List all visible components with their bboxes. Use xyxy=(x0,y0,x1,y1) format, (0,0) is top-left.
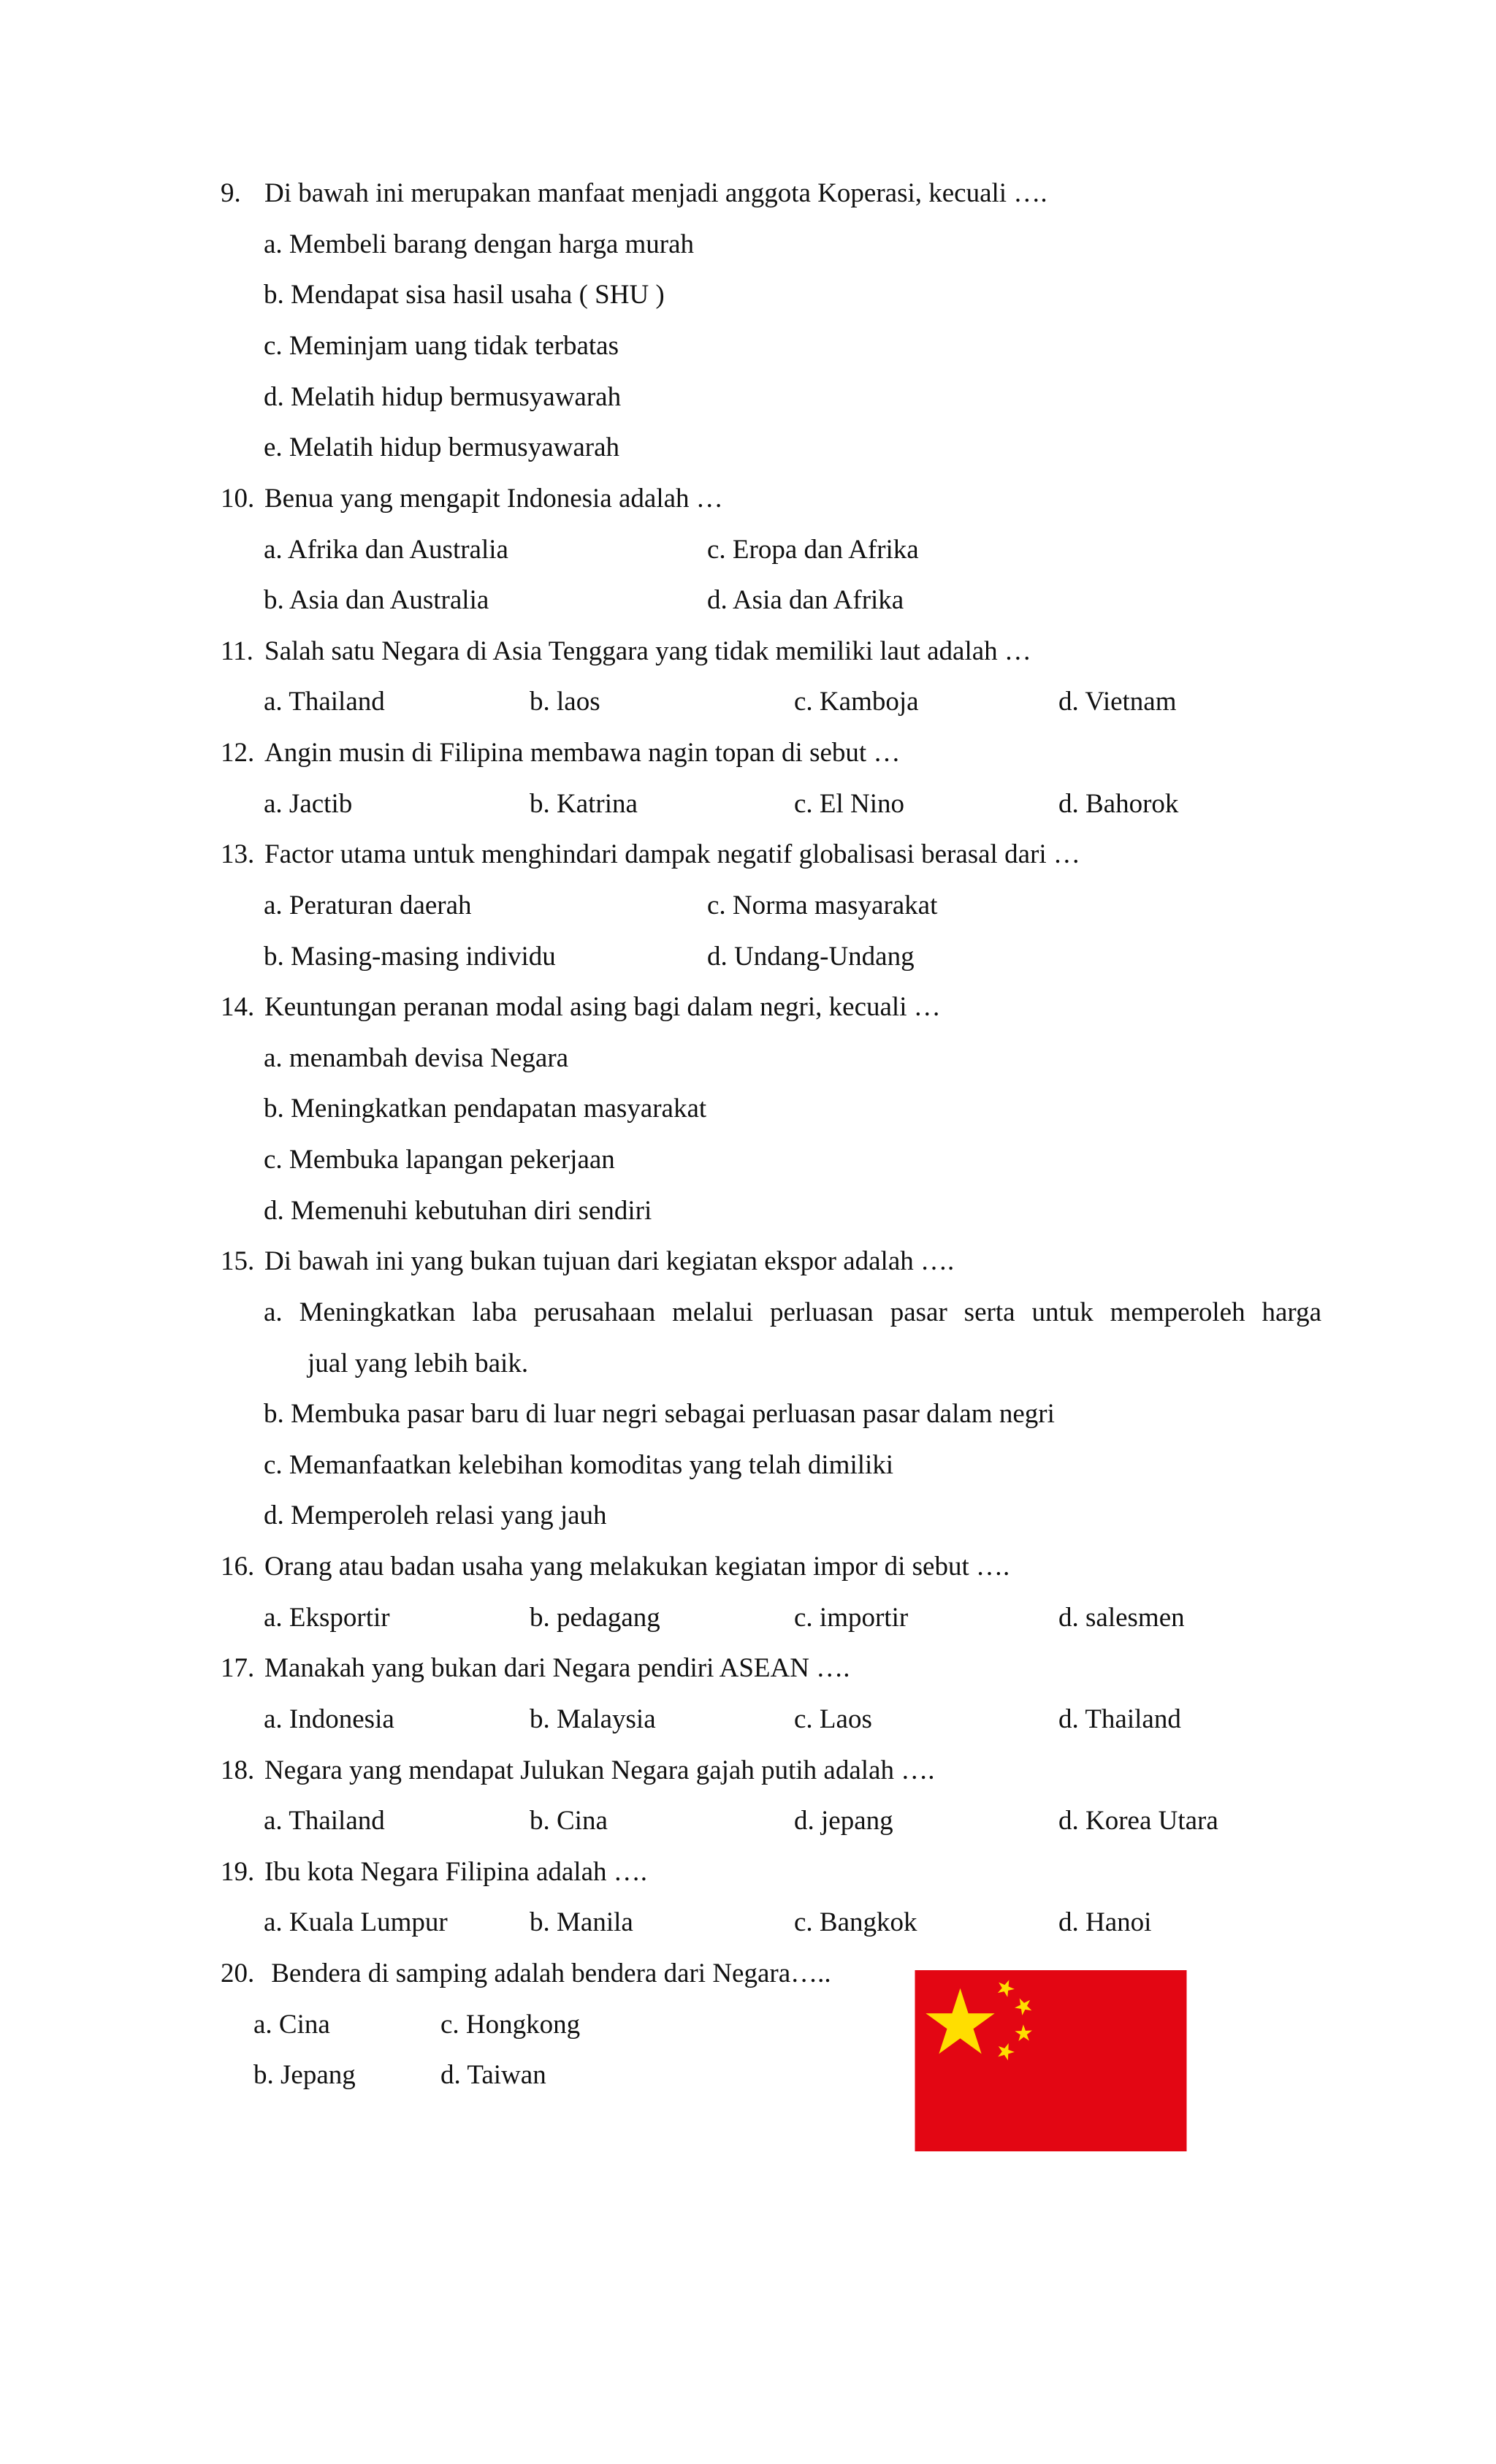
question-14: 14. Keuntungan peranan modal asing bagi dalam negri, kecuali … xyxy=(221,992,941,1022)
option-13c: c. Norma masyarakat xyxy=(707,890,938,920)
option-14a: a. menambah devisa Negara xyxy=(264,1043,569,1073)
option-11a: a. Thailand xyxy=(264,687,385,717)
option-19a: a. Kuala Lumpur xyxy=(264,1907,448,1937)
question-20: 20. Bendera di samping adalah bendera dari Negara….. xyxy=(221,1958,831,1988)
option-9a: a. Membeli barang dengan harga murah xyxy=(264,229,695,259)
option-12d: d. Bahorok xyxy=(1058,789,1179,819)
option-17c: c. Laos xyxy=(794,1704,872,1734)
option-9d: d. Melatih hidup bermusyawarah xyxy=(264,382,622,412)
option-15d: d. Memperoleh relasi yang jauh xyxy=(264,1500,607,1530)
option-9c: c. Meminjam uang tidak terbatas xyxy=(264,331,619,361)
option-20d: d. Taiwan xyxy=(440,2060,546,2090)
option-20b: b. Jepang xyxy=(253,2060,356,2090)
option-17a: a. Indonesia xyxy=(264,1704,394,1734)
option-14b: b. Meningkatkan pendapatan masyarakat xyxy=(264,1094,707,1124)
option-12a: a. Jactib xyxy=(264,789,353,819)
option-20c: c. Hongkong xyxy=(440,2010,581,2040)
question-text: Negara yang mendapat Julukan Negara gajah putih adalah …. xyxy=(264,1755,935,1785)
question-13: 13. Factor utama untuk menghindari dampak negatif globalisasi berasal dari … xyxy=(221,839,1080,869)
option-11c: c. Kamboja xyxy=(794,687,919,717)
option-15b: b. Membuka pasar baru di luar negri sebagai perluasan pasar dalam negri xyxy=(264,1399,1055,1429)
option-14c: c. Membuka lapangan pekerjaan xyxy=(264,1145,615,1175)
question-15: 15. Di bawah ini yang bukan tujuan dari kegiatan ekspor adalah …. xyxy=(221,1246,955,1276)
option-12c: c. El Nino xyxy=(794,789,905,819)
option-15c: c. Memanfaatkan kelebihan komoditas yang telah dimiliki xyxy=(264,1450,894,1480)
option-9b: b. Mendapat sisa hasil usaha ( SHU ) xyxy=(264,280,665,310)
option-18c: d. jepang xyxy=(794,1806,893,1836)
option-10b: b. Asia dan Australia xyxy=(264,585,489,615)
option-20a: a. Cina xyxy=(253,2010,330,2040)
option-12b: b. Katrina xyxy=(530,789,638,819)
china-flag-image xyxy=(915,1970,1187,2151)
option-10a: a. Afrika dan Australia xyxy=(264,535,508,565)
option-15a: a. Meningkatkan laba perusahaan melalui perluasan pasar serta untuk memperoleh harga xyxy=(264,1297,1321,1327)
option-19c: c. Bangkok xyxy=(794,1907,917,1937)
question-text: Keuntungan peranan modal asing bagi dalam negri, kecuali … xyxy=(264,992,941,1022)
option-18b: b. Cina xyxy=(530,1806,608,1836)
option-11b: b. laos xyxy=(530,687,600,717)
question-text: Benua yang mengapit Indonesia adalah … xyxy=(264,484,723,514)
option-17b: b. Malaysia xyxy=(530,1704,656,1734)
question-text: Angin musin di Filipina membawa nagin topan di sebut … xyxy=(264,738,901,768)
question-text: Manakah yang bukan dari Negara pendiri ASEAN …. xyxy=(264,1653,850,1683)
option-18a: a. Thailand xyxy=(264,1806,385,1836)
question-17: 17. Manakah yang bukan dari Negara pendiri ASEAN …. xyxy=(221,1653,850,1683)
flag-field xyxy=(915,1970,1187,2151)
option-18d: d. Korea Utara xyxy=(1058,1806,1218,1836)
question-text: Bendera di samping adalah bendera dari Negara….. xyxy=(264,1958,831,1988)
option-16c: c. importir xyxy=(794,1603,909,1633)
option-16d: d. salesmen xyxy=(1058,1603,1185,1633)
question-11: 11. Salah satu Negara di Asia Tenggara yang tidak memiliki laut adalah … xyxy=(221,636,1031,666)
option-13d: d. Undang-Undang xyxy=(707,942,915,972)
option-19b: b. Manila xyxy=(530,1907,633,1937)
option-19d: d. Hanoi xyxy=(1058,1907,1152,1937)
question-text: Salah satu Negara di Asia Tenggara yang tidak memiliki laut adalah … xyxy=(264,636,1031,666)
question-9: 9. Di bawah ini merupakan manfaat menjadi anggota Koperasi, kecuali …. xyxy=(221,178,1047,208)
option-14d: d. Memenuhi kebutuhan diri sendiri xyxy=(264,1196,652,1226)
option-16b: b. pedagang xyxy=(530,1603,660,1633)
option-13a: a. Peraturan daerah xyxy=(264,890,472,920)
option-9e: e. Melatih hidup bermusyawarah xyxy=(264,432,620,462)
option-16a: a. Eksportir xyxy=(264,1603,390,1633)
question-19: 19. Ibu kota Negara Filipina adalah …. xyxy=(221,1857,647,1887)
option-10d: d. Asia dan Afrika xyxy=(707,585,904,615)
question-10: 10. Benua yang mengapit Indonesia adalah … xyxy=(221,484,723,514)
question-16: 16. Orang atau badan usaha yang melakukan kegiatan impor di sebut …. xyxy=(221,1552,1010,1582)
question-text: Orang atau badan usaha yang melakukan kegiatan impor di sebut …. xyxy=(264,1552,1010,1582)
option-11d: d. Vietnam xyxy=(1058,687,1177,717)
question-18: 18. Negara yang mendapat Julukan Negara gajah putih adalah …. xyxy=(221,1755,935,1785)
question-text: Factor utama untuk menghindari dampak negatif globalisasi berasal dari … xyxy=(264,839,1080,869)
option-17d: d. Thailand xyxy=(1058,1704,1181,1734)
question-text: Ibu kota Negara Filipina adalah …. xyxy=(264,1857,647,1887)
question-text: Di bawah ini merupakan manfaat menjadi anggota Koperasi, kecuali …. xyxy=(264,178,1047,208)
option-15a-continuation: jual yang lebih baik. xyxy=(308,1349,529,1378)
option-10c: c. Eropa dan Afrika xyxy=(707,535,919,565)
question-12: 12. Angin musin di Filipina membawa nagin topan di sebut … xyxy=(221,738,901,768)
question-text: Di bawah ini yang bukan tujuan dari kegiatan ekspor adalah …. xyxy=(264,1246,955,1276)
option-13b: b. Masing-masing individu xyxy=(264,942,556,972)
